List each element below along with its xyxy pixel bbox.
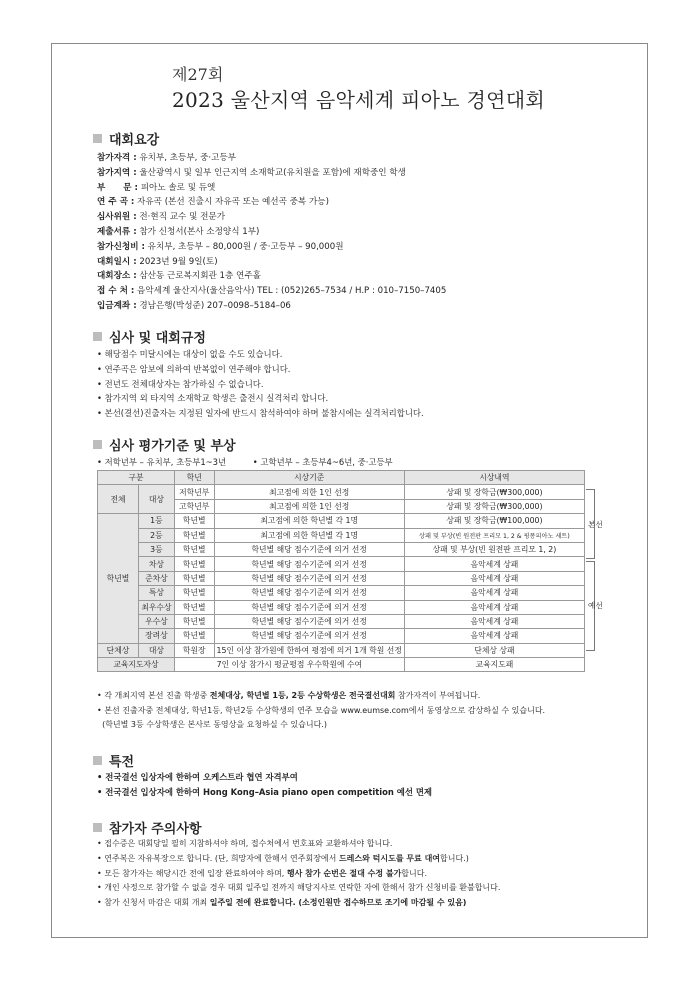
caution-item: • 개인 사정으로 참가할 수 없을 경우 대회 일주일 전까지 해당지사로 연락한 자에 한해서 참가 신청비를 환불합니다. (97, 883, 501, 893)
table-row: 우수상 학년별 학년별 해당 점수기준에 의거 선정 음악세계 상패 (98, 614, 585, 628)
section-benefits-title: 특전 (109, 755, 135, 770)
table-row: 3등 학년별 학년별 해당 점수기준에 의거 선정 상패 및 부상(빈 원전판 프리모 1, 2) (98, 542, 585, 556)
rule-item: • 연주곡은 암보에 의하여 반복없이 연주해야 합니다. (97, 363, 291, 374)
square-bullet-icon (93, 756, 102, 765)
table-row: 교육지도자상 7인 이상 참가시 평균평점 우수학원에 수여 교육지도패 (98, 658, 585, 672)
section-rules-title: 심사 및 대회규정 (109, 331, 206, 346)
rule-item: • 전년도 전체대상자는 참가하실 수 없습니다. (97, 378, 264, 389)
audience-low: • 저학년부 – 유치부, 초등부1~3년 (97, 457, 227, 467)
section-guide-title: 대회요강 (109, 133, 160, 148)
guide-row: 참가신청비 : 유치부, 초등부 – 80,000원 / 중·고등부 – 90,000원 (97, 241, 344, 252)
guide-row: 대회일시 : 2023년 9월 9일(토) (97, 256, 218, 267)
square-bullet-icon (93, 332, 102, 341)
section-criteria-title: 심사 평가기준 및 부상 (109, 439, 236, 454)
table-row: 장려상 학년별 학년별 해당 점수기준에 의거 선정 음악세계 상패 (98, 629, 585, 643)
note-item: • 본선 진출자중 전체대상, 학년1등, 학년2등 수상학생의 연주 모습을 www.eumse.com에서 동영상으로 감상하실 수 있습니다. (97, 705, 546, 715)
cautions-list (97, 837, 500, 911)
header-grade: 학년 (174, 471, 214, 485)
square-bullet-icon (93, 134, 102, 143)
guide-row: 참가자격 : 유치부, 초등부, 중·고등부 (97, 153, 237, 163)
group-overall: 전체 (98, 485, 139, 514)
square-bullet-icon (93, 440, 102, 449)
table-row: 전체 대상 저학년부 최고점에 의한 1인 선정 상패 및 장학금(₩300,000) (98, 485, 585, 499)
final-bracket-label: 본선 (588, 520, 603, 529)
rule-item: • 해당점수 미달시에는 대상이 없을 수도 있습니다. (97, 349, 283, 359)
guide-row: 참가지역 : 울산광역시 및 일부 인근지역 소재학교(유치원을 포함)에 재학중인 학생 (97, 167, 406, 178)
group-grade: 학년별 (98, 514, 139, 644)
note-item: (학년별 3등 수상학생은 본사로 동영상을 요청하실 수 있습니다.) (97, 720, 327, 729)
grand-prize-label: 대상 (138, 485, 174, 514)
page-title: 2023 울산지역 음악세계 피아노 경연대회 (172, 88, 546, 112)
caution-item: • 모든 참가자는 해당시간 전에 입장 완료하여야 하며, 행사 참가 순번은 절대 수정 불가합니다. (97, 868, 428, 878)
benefit-item: • 전국결선 입상자에 한하여 오케스트라 협연 자격부여 (97, 772, 298, 782)
guide-row: 부 문 : 피아노 솔로 및 듀엣 (97, 182, 216, 193)
table-row: 2등 학년별 최고점에 의한 학년별 각 1명 상패 및 부상(빈 원전판 프리모 1, 2 & 핑퐁피아노 세트) (98, 528, 585, 542)
table-row: 학년별 1등 학년별 최고점에 의한 학년별 각 1명 상패 및 장학금(₩100,000) (98, 514, 585, 528)
prelim-bracket-label: 예선 (588, 601, 603, 610)
section-rules (93, 327, 206, 346)
square-bullet-icon (93, 823, 102, 832)
section-criteria (93, 435, 236, 454)
guide-row: 연 주 곡 : 자유곡 (본선 진출시 자유곡 또는 예선곡 중복 가능) (97, 197, 329, 208)
guide-row: 대회장소 : 삼산동 근로복지회관 1층 연주홀 (97, 271, 261, 282)
audience-high: • 고학년부 – 초등부4~6년, 중·고등부 (252, 457, 393, 467)
header-criteria: 시상기준 (214, 471, 404, 485)
audience-definitions (97, 456, 417, 468)
table-row: 최우수상 학년별 학년별 해당 점수기준에 의거 선정 음악세계 상패 (98, 600, 585, 614)
guide-row: 접 수 처 : 음악세계 울산지사(울산음악사) TEL : (052)265–7534 / H.P : 010–7150–7405 (97, 286, 447, 297)
benefit-item: • 전국결선 입상자에 한하여 Hong Kong–Asia piano open competition 예선 면제 (97, 786, 433, 797)
guide-row: 입금계좌 : 경남은행(박성준) 207–0098–5184–06 (97, 300, 291, 311)
benefits-list (97, 770, 432, 800)
rule-item: • 본선(결선)진출자는 지정된 일자에 반드시 참석하여야 하며 불참시에는 실격처리합니다. (97, 408, 424, 419)
guide-list (97, 151, 446, 314)
header-prize: 시상내역 (404, 471, 584, 485)
caution-item: • 연주복은 자유복장으로 합니다. (단, 희망자에 한해서 연주회장에서 드레스와 턱시도를 무료 대여합니다.) (97, 853, 469, 863)
section-cautions-title: 참가자 주의사항 (109, 822, 202, 837)
table-row: 준차상 학년별 학년별 해당 점수기준에 의거 선정 음악세계 상패 (98, 571, 585, 585)
header-category: 구분 (98, 471, 175, 485)
section-guide (93, 129, 159, 148)
rule-item: • 참가지역 외 타지역 소재학교 학생은 출전시 실격처리 합니다. (97, 393, 329, 404)
caution-item: • 접수증은 대회당일 필히 지참하셔야 하며, 접수처에서 번호표와 교환하셔야 합니다. (97, 839, 393, 848)
table-row: 고학년부 최고점에 의한 1인 선정 상패 및 장학금(₩300,000) (98, 499, 585, 513)
section-cautions (93, 818, 201, 837)
section-benefits (93, 751, 134, 770)
table-row: 차상 학년별 학년별 해당 점수기준에 의거 선정 음악세계 상패 (98, 557, 585, 571)
awards-table (97, 470, 585, 672)
note-item: • 각 개최지역 본선 진출 학생중 전체대상, 학년별 1등, 2등 수상학생은 전국결선대회 참가자격이 부여됩니다. (97, 691, 481, 700)
guide-row: 심사위원 : 전·현직 교수 및 전문가 (97, 212, 226, 223)
table-notes (97, 689, 545, 733)
guide-row: 제출서류 : 참가 신청서(본사 소정양식 1부) (97, 226, 260, 237)
table-header-row (98, 471, 585, 485)
table-row: 특상 학년별 학년별 해당 점수기준에 의거 선정 음악세계 상패 (98, 586, 585, 600)
table-row: 단체상 대상 학원장 15인 이상 참가원에 한하여 평점에 의거 1개 학원 선정 단체상 상패 (98, 643, 585, 657)
rules-list (97, 347, 424, 421)
caution-item: • 참가 신청서 마감은 대회 개최 일주일 전에 완료합니다. (소정인원만 접수하므로 조기에 마감될 수 있음) (97, 898, 467, 908)
edition-label: 제27회 (172, 65, 224, 84)
